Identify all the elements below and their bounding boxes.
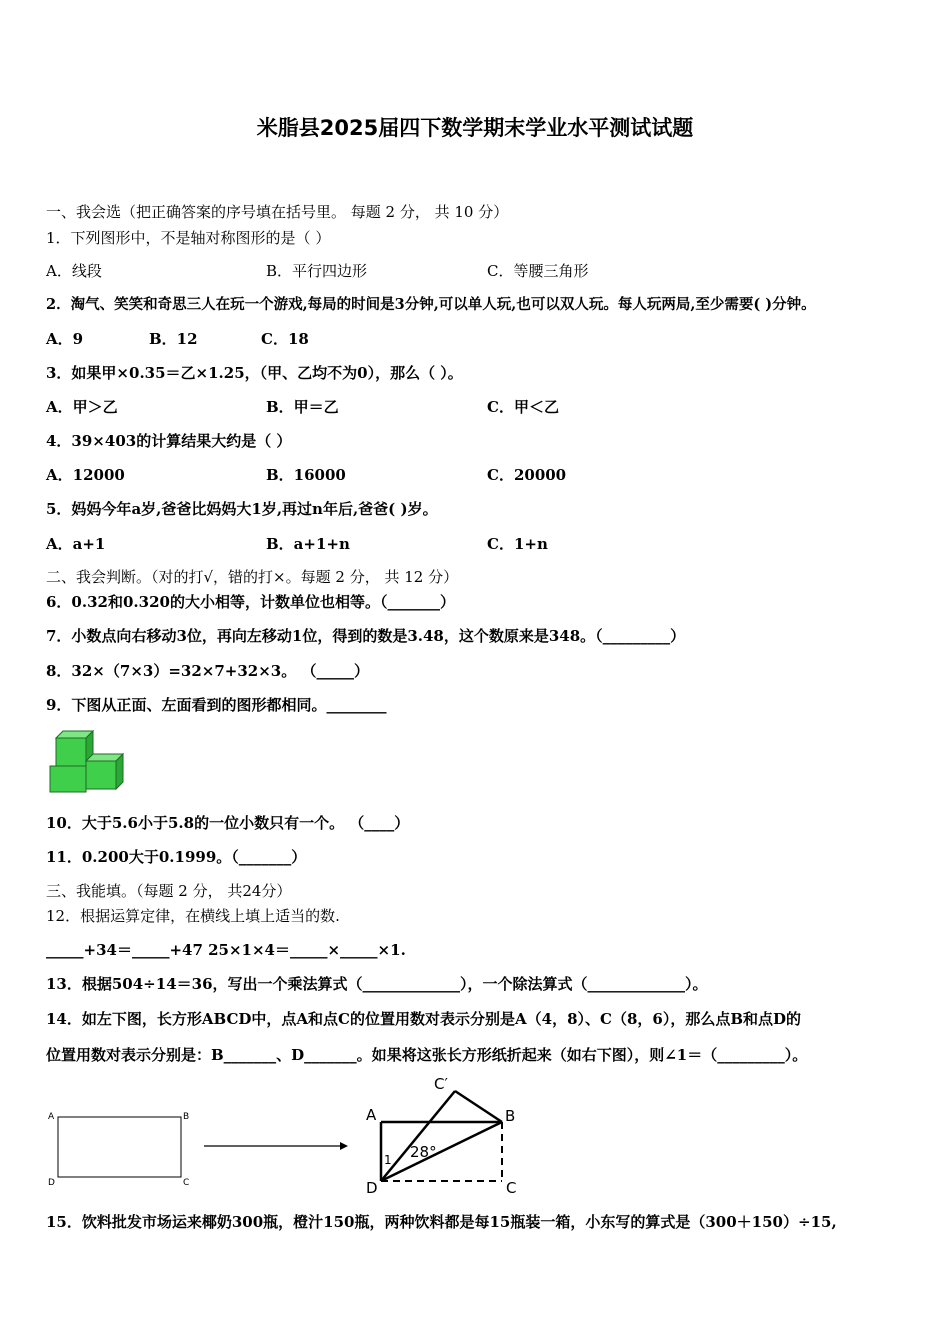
q3-option-a: A．甲＞乙: [46, 398, 118, 416]
section-3-heading: 三、我能填。（每题 2 分， 共24分）: [46, 882, 292, 900]
question-11: 11．0.200大于0.1999。（_______）: [46, 848, 307, 866]
question-15: 15．饮料批发市场运来椰奶300瓶，橙汁150瓶，两种饮料都是每15瓶装一箱，小东写的算式是（300＋150）÷15,: [46, 1213, 837, 1231]
question-12-blanks: _____+34＝_____+47 25×1×4＝_____×_____×1.: [46, 941, 406, 959]
question-4: 4．39×403的计算结果大约是（ ）: [46, 432, 292, 450]
fold-label-b: B: [505, 1107, 516, 1125]
question-13: 13．根据504÷14＝36，写出一个乘法算式（_____________），一个除法算式（_____________）。: [46, 975, 708, 993]
arrow-right-icon: [200, 1138, 350, 1154]
q1-option-a: A．线段: [46, 262, 102, 280]
question-3: 3．如果甲×0.35＝乙×1.25，（甲、乙均不为0），那么（ ）。: [46, 364, 463, 382]
fold-label-d: D: [366, 1179, 378, 1197]
q4-option-a: A．12000: [46, 466, 125, 484]
question-14-line-2: 位置用数对表示分别是：B_______、D_______。如果将这张长方形纸折起来（如右下图），则∠1＝（_________）。: [46, 1046, 808, 1064]
question-1: 1．下列图形中，不是轴对称图形的是（ ）: [46, 229, 331, 247]
question-6: 6．0.32和0.320的大小相等，计数单位也相等。（_______）: [46, 593, 455, 611]
q2-option-b: B．12: [149, 330, 198, 348]
q4-option-b: B．16000: [266, 466, 346, 484]
question-10: 10．大于5.6小于5.8的一位小数只有一个。 （____）: [46, 814, 410, 832]
question-8: 8．32×（7×3）=32×7+32×3。 （_____）: [46, 662, 369, 680]
q5-option-c: C．1+n: [487, 535, 548, 553]
question-14-line-1: 14．如左下图，长方形ABCD中，点A和点C的位置用数对表示分别是A（4，8）、C（8，6），那么点B和点D的: [46, 1010, 802, 1028]
question-2: 2．淘气、笑笑和奇思三人在玩一个游戏,每局的时间是3分钟,可以单人玩,也可以双人玩。每人玩两局,至少需要( )分钟。: [46, 296, 816, 313]
label-d: D: [48, 1178, 55, 1188]
fold-label-a: A: [366, 1106, 377, 1124]
fold-label-c: C: [506, 1179, 517, 1197]
question-9: 9．下图从正面、左面看到的图形都相同。________: [46, 696, 387, 714]
q4-option-c: C．20000: [487, 466, 567, 484]
page-title: 米脂县2025届四下数学期末学业水平测试试题: [256, 116, 694, 140]
q5-option-a: A．a+1: [46, 535, 106, 553]
question-7: 7．小数点向右移动3位，再向左移动1位，得到的数是3.48，这个数原来是348。（_________）: [46, 627, 686, 645]
q2-option-a: A．9: [46, 330, 84, 348]
question-5: 5．妈妈今年a岁,爸爸比妈妈大1岁,再过n年后,爸爸( )岁。: [46, 500, 438, 518]
rectangle-abcd-figure: [44, 1105, 204, 1189]
label-a: A: [48, 1112, 55, 1122]
section-1-heading: 一、我会选（把正确答案的序号填在括号里。 每题 2 分， 共 10 分）: [46, 203, 509, 221]
q3-option-c: C．甲＜乙: [487, 398, 559, 416]
folded-rectangle-figure: [360, 1075, 530, 1197]
label-c: C: [183, 1178, 190, 1188]
question-12: 12．根据运算定律，在横线上填上适当的数.: [46, 907, 340, 925]
section-2-heading: 二、我会判断。（对的打√，错的打×。每题 2 分， 共 12 分）: [46, 568, 459, 586]
fold-label-c-prime: C′: [434, 1075, 448, 1093]
q1-option-b: B．平行四边形: [266, 262, 368, 280]
q2-option-c: C．18: [261, 330, 309, 348]
angle-1-label: 1: [384, 1153, 392, 1167]
label-b: B: [183, 1112, 190, 1122]
angle-28-label: 28°: [410, 1143, 437, 1161]
q3-option-b: B．甲＝乙: [266, 398, 339, 416]
cube-stack-figure: [46, 728, 126, 794]
q1-option-c: C．等腰三角形: [487, 262, 589, 280]
q5-option-b: B．a+1+n: [266, 535, 350, 553]
